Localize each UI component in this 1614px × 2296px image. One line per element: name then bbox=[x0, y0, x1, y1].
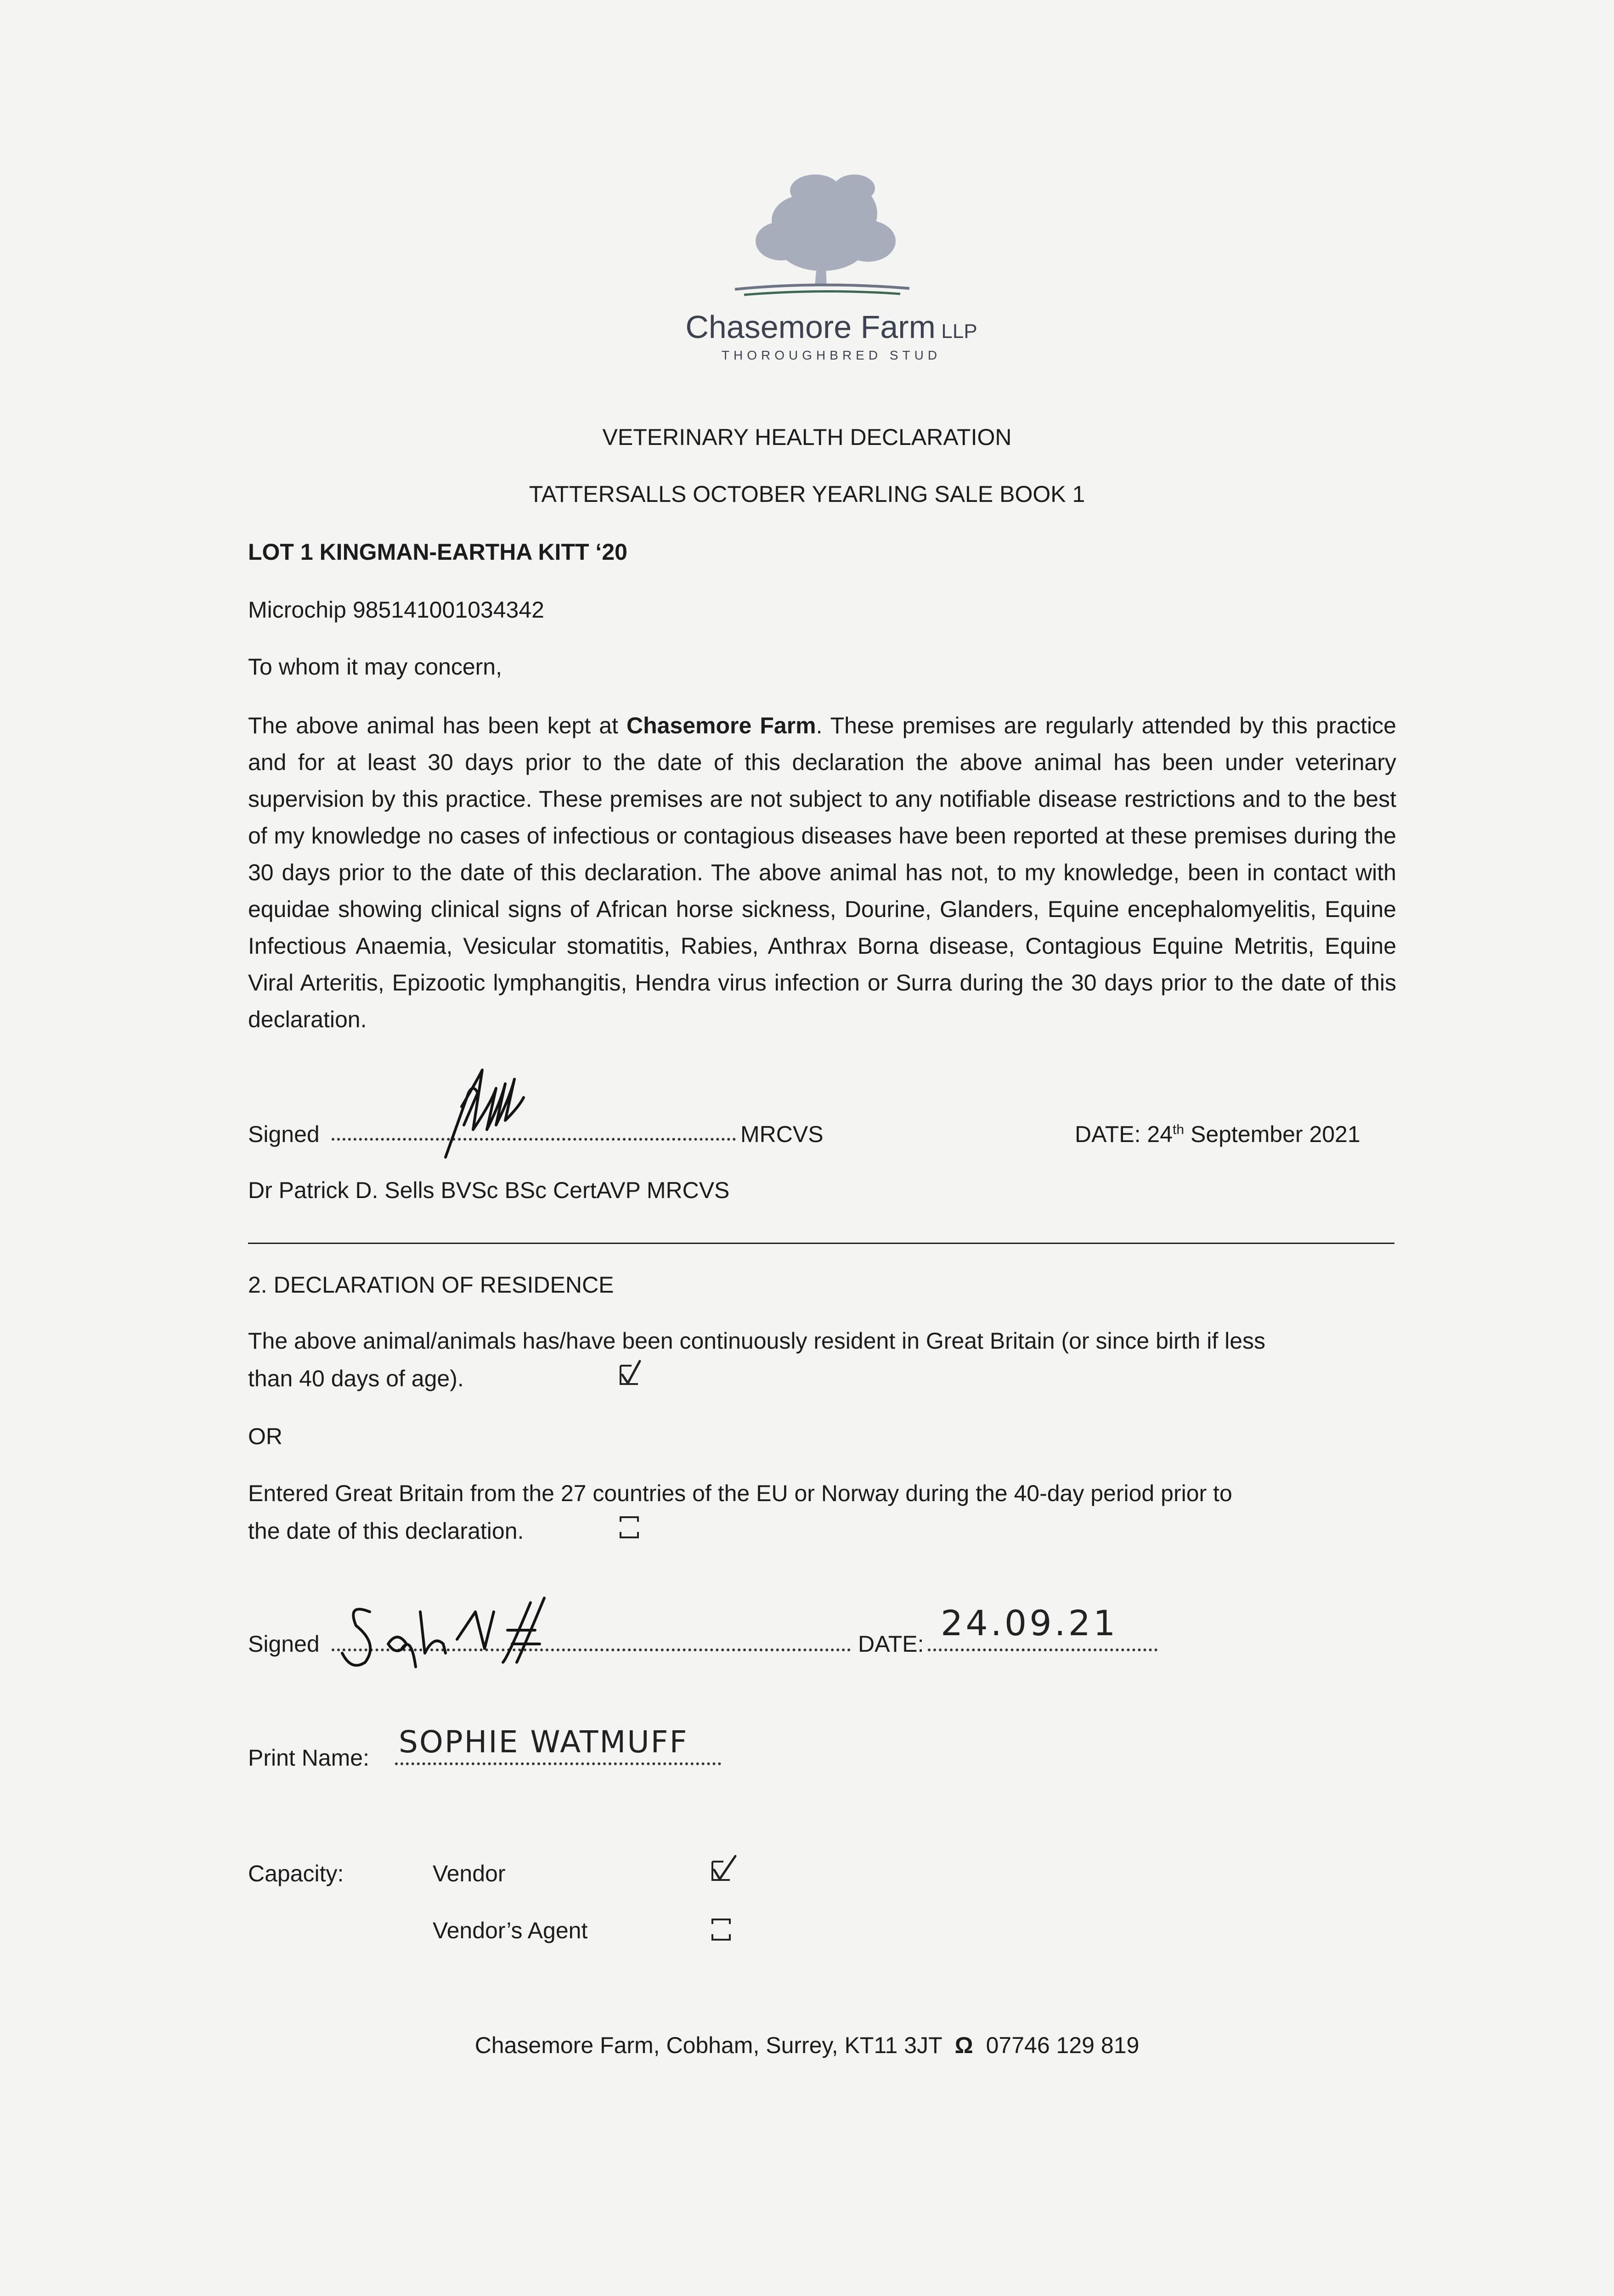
vet-date-suffix: th bbox=[1173, 1122, 1185, 1137]
vendor-date-value: 24.09.21 bbox=[941, 1603, 1118, 1643]
logo-tagline: THOROUGHBRED STUD bbox=[721, 348, 942, 362]
document-title: VETERINARY HEALTH DECLARATION bbox=[602, 424, 1012, 450]
vet-signature bbox=[436, 1052, 547, 1162]
microchip: Microchip 985141001034342 bbox=[248, 597, 544, 623]
declaration-body bbox=[248, 707, 1396, 1038]
body-text-2: . These premises are regularly attended by this practice and for at least 30 days prior to the date of this declaration the above animal has been under veterinary supervision by this practice. These premises are not subject to any notifiable disease restrictions and to the best of my knowledge no cases of infectious or contagious diseases have been reported at these premises during the 30 days prior to the date of this declaration. The above animal has not, to my knowledge, been in contact with equidae showing clinical signs of African horse sickness, Dourine, Glanders, Equine encephalomyelitis, Equine Infectious Anaemia, Vesicular stomatitis, Rabies, Anthrax Borna disease, Contagious Equine Metritis, Equine Viral Arteritis, Epizootic lymphangitis, Hendra virus infection or Surra during the 30 days prior to the date of this declaration. bbox=[248, 713, 1396, 1032]
vet-sign-date bbox=[1075, 1120, 1360, 1148]
footer bbox=[0, 2032, 1614, 2059]
tree-logo-icon bbox=[717, 165, 919, 303]
print-name-value: SOPHIE WATMUFF bbox=[399, 1724, 688, 1760]
vet-name: Dr Patrick D. Sells BVSc BSc CertAVP MRCVS bbox=[248, 1177, 730, 1203]
vet-signed-label: Signed bbox=[248, 1121, 320, 1147]
residence-option1-line1: The above animal/animals has/have been continuously resident in Great Britain (or since birth if less bbox=[248, 1328, 1266, 1354]
logo-brand-text: Chasemore Farm bbox=[685, 309, 936, 345]
capacity-option-agent: Vendor’s Agent bbox=[433, 1918, 588, 1943]
logo-brand-suffix: LLP bbox=[941, 320, 977, 343]
residence-option2-line2: the date of this declaration. bbox=[248, 1518, 524, 1544]
footer-address: Chasemore Farm, Cobham, Surrey, KT11 3JT bbox=[474, 2032, 942, 2058]
print-name-line bbox=[395, 1762, 721, 1765]
logo-brand bbox=[671, 309, 992, 345]
capacity-agent-checkbox[interactable] bbox=[710, 1918, 733, 1941]
residence-option1-line2: than 40 days of age). bbox=[248, 1366, 464, 1391]
capacity-label: Capacity: bbox=[248, 1861, 344, 1886]
phone-icon: Ω bbox=[954, 2032, 973, 2058]
body-farm-name: Chasemore Farm bbox=[626, 713, 816, 738]
vendor-signed-label: Signed bbox=[248, 1631, 320, 1657]
vet-mrcvs-suffix: MRCVS bbox=[740, 1121, 824, 1147]
footer-phone: 07746 129 819 bbox=[986, 2032, 1140, 2058]
residence-option1-checkbox[interactable] bbox=[618, 1363, 641, 1387]
sale-title: TATTERSALLS OCTOBER YEARLING SALE BOOK 1 bbox=[529, 481, 1085, 507]
salutation: To whom it may concern, bbox=[248, 654, 502, 680]
section-divider bbox=[248, 1243, 1394, 1244]
lot-title: LOT 1 KINGMAN-EARTHA KITT ‘20 bbox=[248, 539, 627, 565]
residence-option2-line1: Entered Great Britain from the 27 countries of the EU or Norway during the 40-day period prior to bbox=[248, 1480, 1232, 1506]
residence-heading: 2. DECLARATION OF RESIDENCE bbox=[248, 1272, 614, 1298]
capacity-vendor-checkbox[interactable] bbox=[710, 1859, 733, 1883]
body-text-1: The above animal has been kept at bbox=[248, 713, 626, 738]
vendor-date-label: DATE: bbox=[858, 1631, 924, 1657]
vet-date-rest: September 2021 bbox=[1184, 1121, 1360, 1147]
vendor-signature bbox=[338, 1593, 604, 1676]
capacity-option-vendor: Vendor bbox=[433, 1861, 506, 1886]
residence-or: OR bbox=[248, 1424, 282, 1449]
residence-option2-checkbox[interactable] bbox=[618, 1515, 641, 1539]
vet-date-label: DATE: 24 bbox=[1075, 1121, 1173, 1147]
logo bbox=[717, 165, 919, 303]
vendor-date-line bbox=[928, 1649, 1157, 1651]
print-name-label: Print Name: bbox=[248, 1745, 369, 1771]
